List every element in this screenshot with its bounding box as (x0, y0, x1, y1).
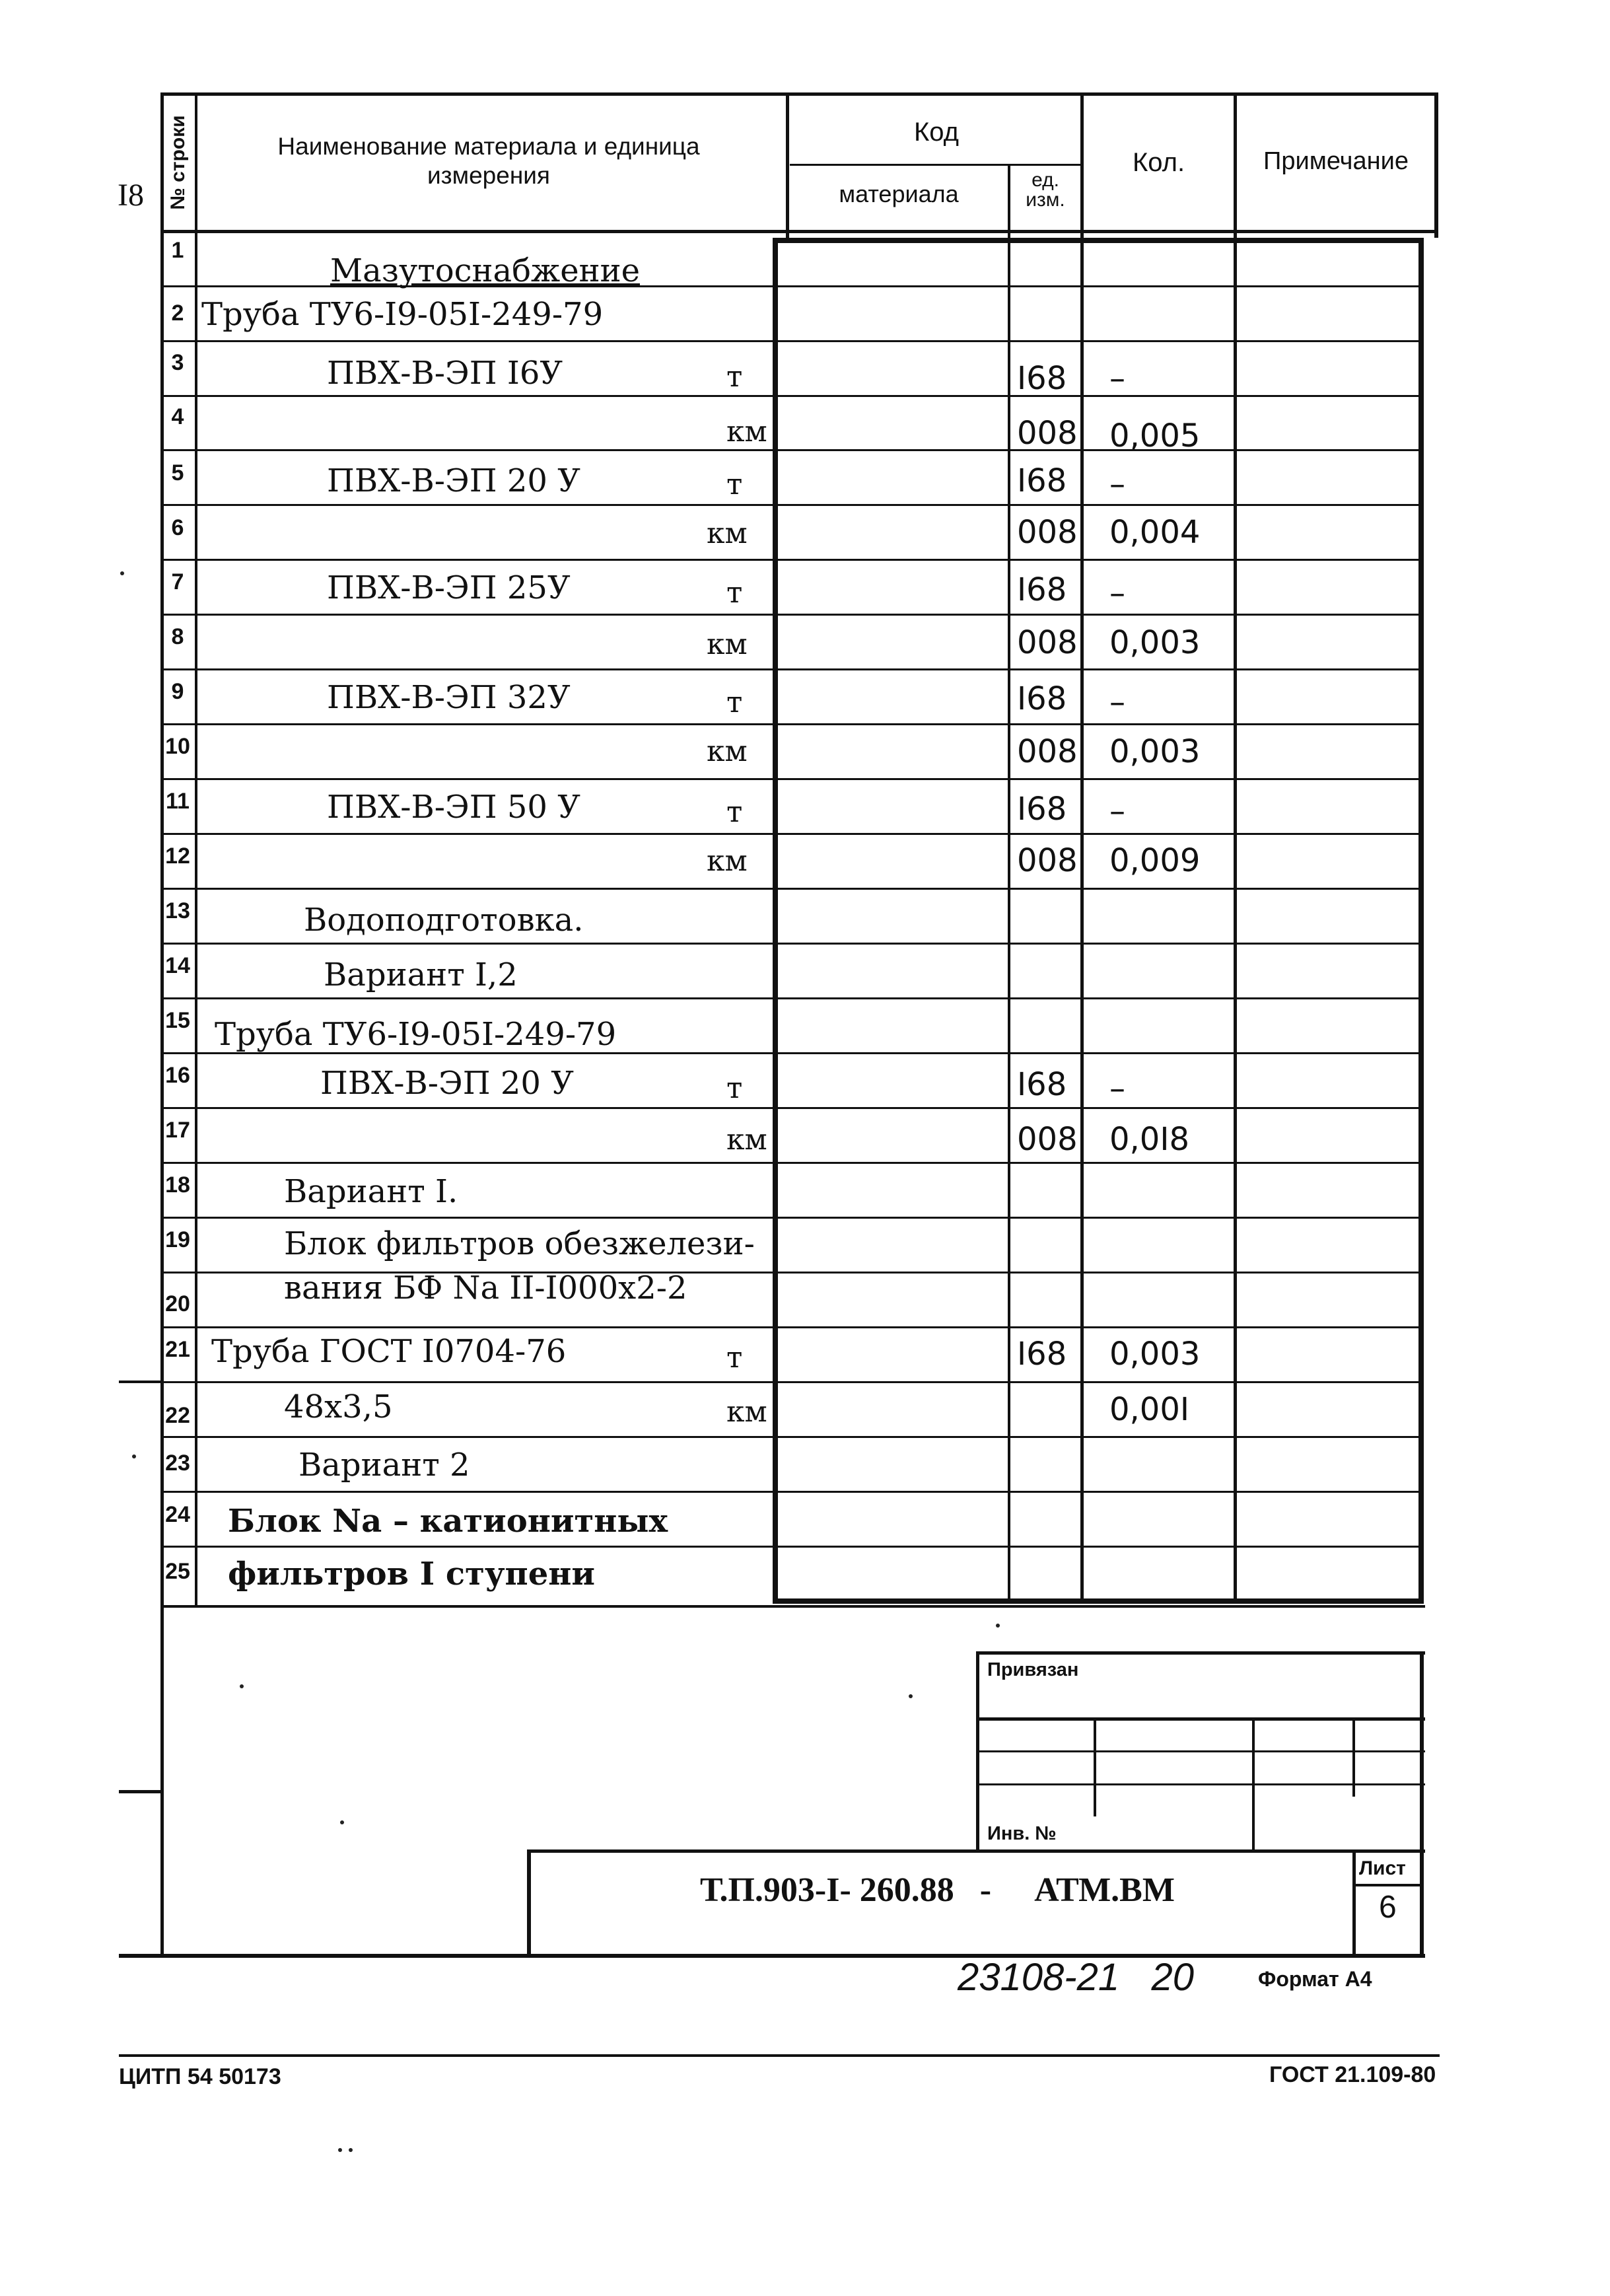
row-unit-code: 008 (1017, 733, 1078, 770)
row-number: 10 (165, 734, 190, 759)
row-number: 25 (165, 1559, 190, 1584)
row-number: 8 (171, 624, 184, 649)
row-unit-code: 008 (1017, 1121, 1078, 1158)
row-number: 20 (165, 1291, 190, 1316)
row-number: 13 (165, 898, 190, 923)
row-unit: км (707, 628, 748, 661)
row-number: 12 (165, 843, 190, 869)
handwritten-number: 23108-21 20 (958, 1956, 1194, 1999)
row-name: ПВХ-В-ЭП 20 У (320, 1065, 574, 1102)
row-number: 2 (171, 301, 184, 326)
row-unit-code: 008 (1017, 842, 1078, 879)
row-unit: т (726, 360, 743, 394)
row-name: Вариант 2 (298, 1447, 470, 1484)
row-unit-code: I68 (1017, 571, 1067, 608)
row-name: вания БФ Na II-I000x2-2 (284, 1270, 687, 1307)
row-unit-code: I68 (1017, 360, 1067, 397)
row-name: Труба ТУ6-I9-05I-249-79 (215, 1016, 617, 1053)
scan-speck (340, 1820, 344, 1824)
row-number: 22 (165, 1403, 190, 1428)
document-designation: Т.П.903-I- 260.88 - АТМ.ВМ (700, 1871, 1175, 1909)
scan-speck (120, 571, 124, 575)
row-number: 15 (165, 1008, 190, 1033)
row-name: ПВХ-В-ЭП 20 У (327, 462, 580, 499)
row-number: 1 (171, 238, 184, 263)
row-qty: – (1109, 575, 1125, 612)
stamp-inv-no-label: Инв. № (987, 1823, 1057, 1844)
row-number: 16 (165, 1063, 190, 1088)
scan-speck (132, 1454, 136, 1458)
row-number: 11 (166, 789, 190, 814)
row-unit: км (707, 517, 748, 550)
scan-speck (909, 1694, 913, 1698)
row-qty: 0,005 (1109, 417, 1201, 454)
row-number: 21 (165, 1337, 190, 1362)
row-name: Вариант I. (284, 1173, 458, 1210)
row-qty: – (1109, 466, 1125, 503)
row-unit-code: I68 (1017, 462, 1067, 499)
row-name: 48x3,5 (284, 1388, 393, 1425)
row-unit: км (726, 1123, 767, 1157)
scan-speck (338, 2148, 342, 2152)
row-number: 3 (171, 350, 184, 375)
row-qty: 0,003 (1109, 733, 1201, 770)
row-number: 18 (165, 1172, 190, 1198)
header-name: Наименование материала и единица измерения (277, 133, 700, 190)
row-name: Блок Na – катионитных (228, 1503, 668, 1540)
row-name: Мазутоснабжение (330, 252, 640, 289)
row-unit-code: 008 (1017, 624, 1078, 661)
header-row-no: № строки (167, 115, 189, 210)
row-number: 19 (165, 1227, 190, 1252)
scan-speck (996, 1624, 1000, 1628)
row-name: ПВХ-В-ЭП 50 У (327, 789, 580, 826)
row-qty: 0,003 (1109, 1336, 1201, 1373)
row-qty: 0,009 (1109, 842, 1201, 879)
row-name: Водоподготовка. (304, 902, 584, 939)
margin-page-number: I8 (118, 178, 144, 213)
row-number: 5 (171, 460, 184, 485)
row-qty: 0,003 (1109, 624, 1201, 661)
format-label: Формат А4 (1258, 1967, 1372, 1991)
header-qty: Кол. (1132, 148, 1185, 177)
row-name: ПВХ-В-ЭП 25У (327, 569, 571, 606)
row-name: Труба ГОСТ I0704-76 (211, 1333, 567, 1370)
sheet-label: Лист (1359, 1857, 1406, 1879)
row-unit: т (726, 795, 743, 829)
row-qty: – (1109, 684, 1125, 721)
row-name: ПВХ-В-ЭП 32У (327, 679, 571, 716)
row-number: 4 (171, 404, 184, 429)
row-qty: 0,004 (1109, 514, 1201, 551)
row-unit: км (707, 844, 748, 878)
row-unit: км (726, 1395, 767, 1429)
row-name: ПВХ-В-ЭП I6У (327, 355, 563, 392)
row-qty: – (1109, 793, 1125, 830)
header-code: Код (913, 118, 959, 147)
scan-speck (349, 2148, 353, 2152)
row-name: Блок фильтров обезжелези- (284, 1225, 755, 1262)
row-qty: 0,0I8 (1109, 1121, 1190, 1158)
row-name: Вариант I,2 (324, 956, 518, 993)
row-number: 14 (165, 953, 190, 978)
row-unit: т (726, 1341, 743, 1375)
row-unit: т (726, 1071, 743, 1105)
row-number: 9 (171, 679, 184, 704)
row-unit-code: I68 (1017, 1066, 1067, 1103)
row-unit: т (726, 468, 743, 501)
row-unit-code: I68 (1017, 1336, 1067, 1373)
row-unit-code: 008 (1017, 514, 1078, 551)
row-qty: – (1109, 1070, 1125, 1107)
row-unit-code: I68 (1017, 680, 1067, 717)
row-number: 6 (171, 515, 184, 540)
header-code-unit: ед. изм. (1026, 169, 1065, 211)
sheet-number: 6 (1379, 1890, 1397, 1925)
row-qty: 0,00I (1109, 1391, 1190, 1428)
row-unit: км (726, 415, 767, 448)
left-footer-code: ЦИТП 54 50173 (119, 2064, 281, 2089)
row-number: 24 (165, 1502, 190, 1527)
row-number: 7 (171, 569, 184, 594)
row-unit: т (726, 576, 743, 610)
row-name: фильтров I ступени (228, 1556, 595, 1593)
header-code-material: материала (839, 180, 959, 207)
row-unit-code: 008 (1017, 415, 1078, 452)
header-note: Примечание (1263, 147, 1409, 175)
row-number: 17 (165, 1118, 190, 1143)
row-unit: км (707, 735, 748, 768)
row-number: 23 (165, 1451, 190, 1476)
row-unit: т (726, 686, 743, 719)
gost-footer-code: ГОСТ 21.109-80 (1269, 2062, 1436, 2087)
row-name: Труба ТУ6-I9-05I-249-79 (201, 296, 604, 333)
row-qty: – (1109, 360, 1125, 397)
row-unit-code: I68 (1017, 791, 1067, 828)
scan-speck (240, 1684, 244, 1688)
stamp-linked-label: Привязан (987, 1659, 1079, 1680)
